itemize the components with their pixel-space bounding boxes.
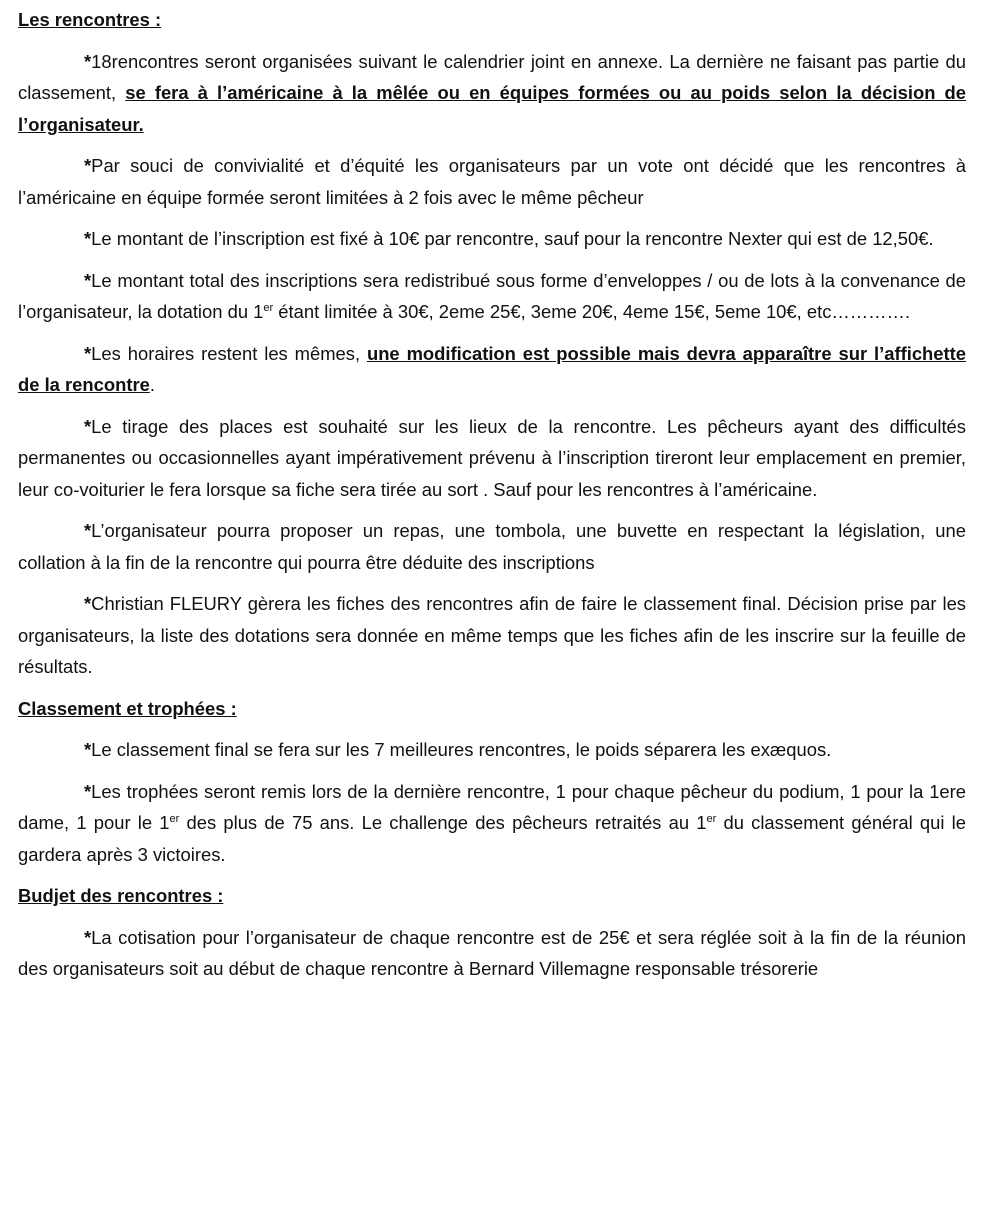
bullet-star: * [84,520,92,541]
bullet-star: * [84,155,92,176]
paragraph-redistribution: *Le montant total des inscriptions sera redistribué sous forme d’enveloppes / ou de lots à la convenance de l’organisateur, la dotation du 1er étant limitée à 30€, 2eme 25€, 3eme 20€, 4eme 15€, 5eme 10€, etc…………. [18,269,966,322]
paragraph-horaires: *Les horaires restent les mêmes, une modification est possible mais devra apparaître sur l’affichette de la rencontre. [18,342,966,395]
bullet-star: * [84,342,92,364]
bullet-star: * [84,739,92,760]
paragraph-tirage: *Le tirage des places est souhaité sur les lieux de la rencontre. Les pêcheurs ayant des difficultés permanentes ou occasionnelles ayant impérativement prévenu à l’inscription tireront leur emplacement en premier, leur co-voiturier le fera lorsque sa fiche sera tirée au sort . Sauf pour les rencontres à l’américaine. [18,415,966,500]
bullet-star: * [84,50,92,72]
paragraph-calendrier: *18rencontres seront organisées suivant le calendrier joint en annexe. La dernière ne faisant pas partie du classement, se fera à l’américaine à la mêlée ou en équipes formées ou au poids selon la décision de l’organisateur. [18,50,967,135]
heading-rencontres: Les rencontres : [18,9,162,30]
paragraph-repas: *L’organisateur pourra proposer un repas, une tombola, une buvette en respectant la législation, une collation à la fin de la rencontre qui pourra être déduite des inscriptions [18,520,966,573]
heading-budjet: Budjet des rencontres : [18,885,224,906]
paragraph-convivialite: *Par souci de convivialité et d’équité les organisateurs par un vote ont décidé que les rencontres à l’américaine en équipe formée seront limitées à 2 fois avec le même pêcheur [18,155,966,208]
heading-classement: Classement et trophées : [18,697,237,719]
bullet-star: * [84,593,92,614]
bullet-star: * [84,780,92,802]
paragraph-classement-final: *Le classement final se fera sur les 7 meilleures rencontres, le poids séparera les exæquos. [84,739,832,760]
paragraph-trophees: *Les trophées seront remis lors de la dernière rencontre, 1 pour chaque pêcheur du podium, 1 pour la 1ere dame, 1 pour le 1er des plus de 75 ans. Le challenge des pêcheurs retraités au 1er du classement général qui le gardera après 3 victoires. [18,780,966,865]
paragraph-fiches: *Christian FLEURY gèrera les fiches des rencontres afin de faire le classement final. Décision prise par les organisateurs, la liste des dotations sera donnée en même temps que les fiches afin de les inscrire sur la feuille de résultats. [18,593,966,677]
bullet-star: * [84,415,92,437]
paragraph-cotisation: *La cotisation pour l’organisateur de chaque rencontre est de 25€ et sera réglée soit à la fin de la réunion des organisateurs soit au début de chaque rencontre à Bernard Villemagne responsable trésorerie [18,926,966,979]
bullet-star: * [84,269,92,291]
superscript-er: er [263,301,274,314]
paragraph-inscription: *Le montant de l’inscription est fixé à 10€ par rencontre, sauf pour la rencontre Nexter qui est de 12,50€. [84,228,934,249]
bullet-star: * [84,228,92,249]
superscript-er: er [706,812,717,825]
underlined-emphasis: se fera à l’américaine à la mêlée ou en équipes formées ou au poids selon la décision de l’organisateur. [18,82,967,135]
underlined-emphasis: une modification est possible mais devra apparaître sur l’affichette de la rencontre [18,342,966,395]
bullet-star: * [84,926,92,948]
superscript-er: er [169,812,180,825]
